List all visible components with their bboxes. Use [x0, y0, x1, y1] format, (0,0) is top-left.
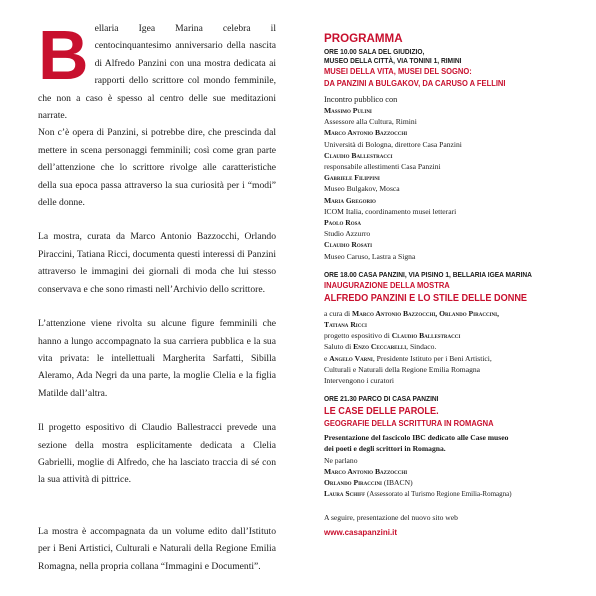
event-2-greeting: Saluto di Enzo Ceccarelli, Sindaco.: [324, 342, 437, 352]
event-2-subtitle: ALFREDO PANZINI E LO STILE DELLE DONNE: [324, 293, 528, 305]
speaker-role: Museo Caruso, Lastra a Signa: [324, 251, 416, 261]
speaker-role: Studio Azzurro: [324, 229, 371, 239]
event-3-subtitle: GEOGRAFIE DELLA SCRITTURA IN ROMAGNA: [324, 418, 494, 429]
speaker-name: Claudio Ballestracci: [324, 150, 393, 160]
event-3-speaker-3: Laura Schiff (Assessorato al Turismo Regione Emilia-Romagna): [324, 489, 512, 499]
event-2-title: INAUGURAZIONE DELLA MOSTRA: [324, 280, 450, 291]
speaker-name: Marco Antonio Bazzocchi: [324, 128, 408, 138]
event-1-intro: Incontro pubblico con: [324, 94, 398, 104]
intro-paragraph-6: La mostra è accompagnata da un volume edito dall’Istituto per i Beni Artistici, Culturali e Naturali della Regione Emilia Romagna, nella propria collana “Immagini e Documenti”.: [38, 525, 276, 572]
event-2-curator: Tatiana Ricci: [324, 320, 367, 330]
event-3-speaker-1: Marco Antonio Bazzocchi: [324, 466, 408, 476]
speaker-role: ICOM Italia, coordinamento musei letterari: [324, 206, 457, 216]
speaker-role: responsabile allestimenti Casa Panzini: [324, 162, 441, 171]
intro-paragraph-2: Non c’è opera di Panzini, si potrebbe dire, che prescinda dal mettere in scena personaggi femminili; così come gran parte dell’attenzione che lo scrittore rivolge alle caratteristiche della sua epoca passa attraverso la sua curiosità per i “modi” delle donne.: [38, 127, 276, 209]
intro-paragraph-4: L’attenzione viene rivolta su alcune figure femminili che hanno a lungo accompagnato la sua carriera pubblica e la sua vita privata: le intellettuali Margherita Sarfatti, Sibilla Aleramo, Ada Negri da una parte, la moglie Clelia e la figlia Matilde dall’altra.: [38, 318, 276, 399]
program-title: PROGRAMMA: [324, 32, 403, 45]
speaker-role: Università di Bologna, direttore Casa Panzini: [324, 139, 462, 149]
website-link[interactable]: www.casapanzini.it: [324, 527, 398, 537]
event-3-description-2: dei poeti e degli scrittori in Romagna.: [324, 444, 446, 454]
event-2: [324, 271, 574, 386]
event-3-title: LE CASE DELLE PAROLE.: [324, 405, 439, 417]
event-2-time-place: ORE 18.00 CASA PANZINI, VIA PISINO 1, BELLARIA IGEA MARINA: [324, 269, 532, 279]
event-1-title: MUSEI DELLA VITA, MUSEI DEL SOGNO:: [324, 66, 472, 77]
speaker-role: Museo Bulgakov, Mosca: [324, 184, 400, 194]
event-2-design: progetto espositivo di Claudio Ballestracci: [324, 331, 461, 341]
speaker-name: Claudio Rosati: [324, 240, 373, 250]
speaker-role: Assessore alla Cultura, Rimini: [324, 117, 417, 127]
event-2-speakers: Intervengono i curatori: [324, 376, 395, 386]
drop-cap: B: [38, 16, 89, 94]
intro-paragraph-1: Bellaria Igea Marina celebra il centocinquantesimo anniversario della nascita di Alfredo Panzini con una mostra dedicata ai rapporti dello scrittore col mondo femminile, che non a caso è spesso al centro delle sue meditazioni narrate.: [38, 16, 276, 122]
event-3-time-place: ORE 21.30 PARCO DI CASA PANZINI: [324, 394, 439, 404]
event-3-description: Presentazione del fascicolo IBC dedicato alle Case museo: [324, 433, 509, 443]
event-3-speaker-2: Orlando Piraccini (IBACN): [324, 478, 413, 488]
event-1-time-place: ORE 10.00 SALA DEL GIUDIZIO,: [324, 47, 425, 56]
intro-paragraph-3: La mostra, curata da Marco Antonio Bazzocchi, Orlando Piraccini, Tatiana Ricci, documenta questi interessi di Panzini attraverso le immagini dei giornali di moda che lui stesso conservava e che sono rimasti nell’Archivio dello scrittore.: [38, 231, 276, 295]
event-3-speakers-label: Ne parlano: [324, 455, 358, 465]
event-2-president: e Angelo Varni, Presidente Istituto per i Beni Artistici,: [324, 353, 492, 363]
event-1: [324, 48, 574, 262]
speaker-name: Maria Gregorio: [324, 195, 376, 205]
closing-note: A seguire, presentazione del nuovo sito web: [324, 513, 458, 523]
event-1-speakers: [324, 105, 574, 262]
event-1-subtitle: DA PANZINI A BULGAKOV, DA CARUSO A FELLINI: [324, 77, 506, 88]
event-2-curators: a cura di Marco Antonio Bazzocchi, Orlando Piraccini,: [324, 308, 499, 318]
intro-paragraph-5: Il progetto espositivo di Claudio Ballestracci prevede una sezione della mostra esplicitamente dedicata a Clelia Gabrielli, moglie di Alfredo, che ha lasciato traccia di sé con la sua attività di pittrice.: [38, 422, 276, 486]
speaker-name: Paolo Rosa: [324, 218, 362, 228]
intro-column: [38, 16, 276, 575]
speaker-name: Gabriele Filippini: [324, 173, 380, 183]
event-2-institute: Culturali e Naturali della Regione Emilia Romagna: [324, 364, 481, 374]
event-3: [324, 395, 574, 500]
speaker-name: Massimo Pulini: [324, 105, 372, 115]
program-column: [324, 32, 574, 538]
event-1-place: MUSEO DELLA CITTÀ, VIA TONINI 1, RIMINI: [324, 55, 462, 65]
